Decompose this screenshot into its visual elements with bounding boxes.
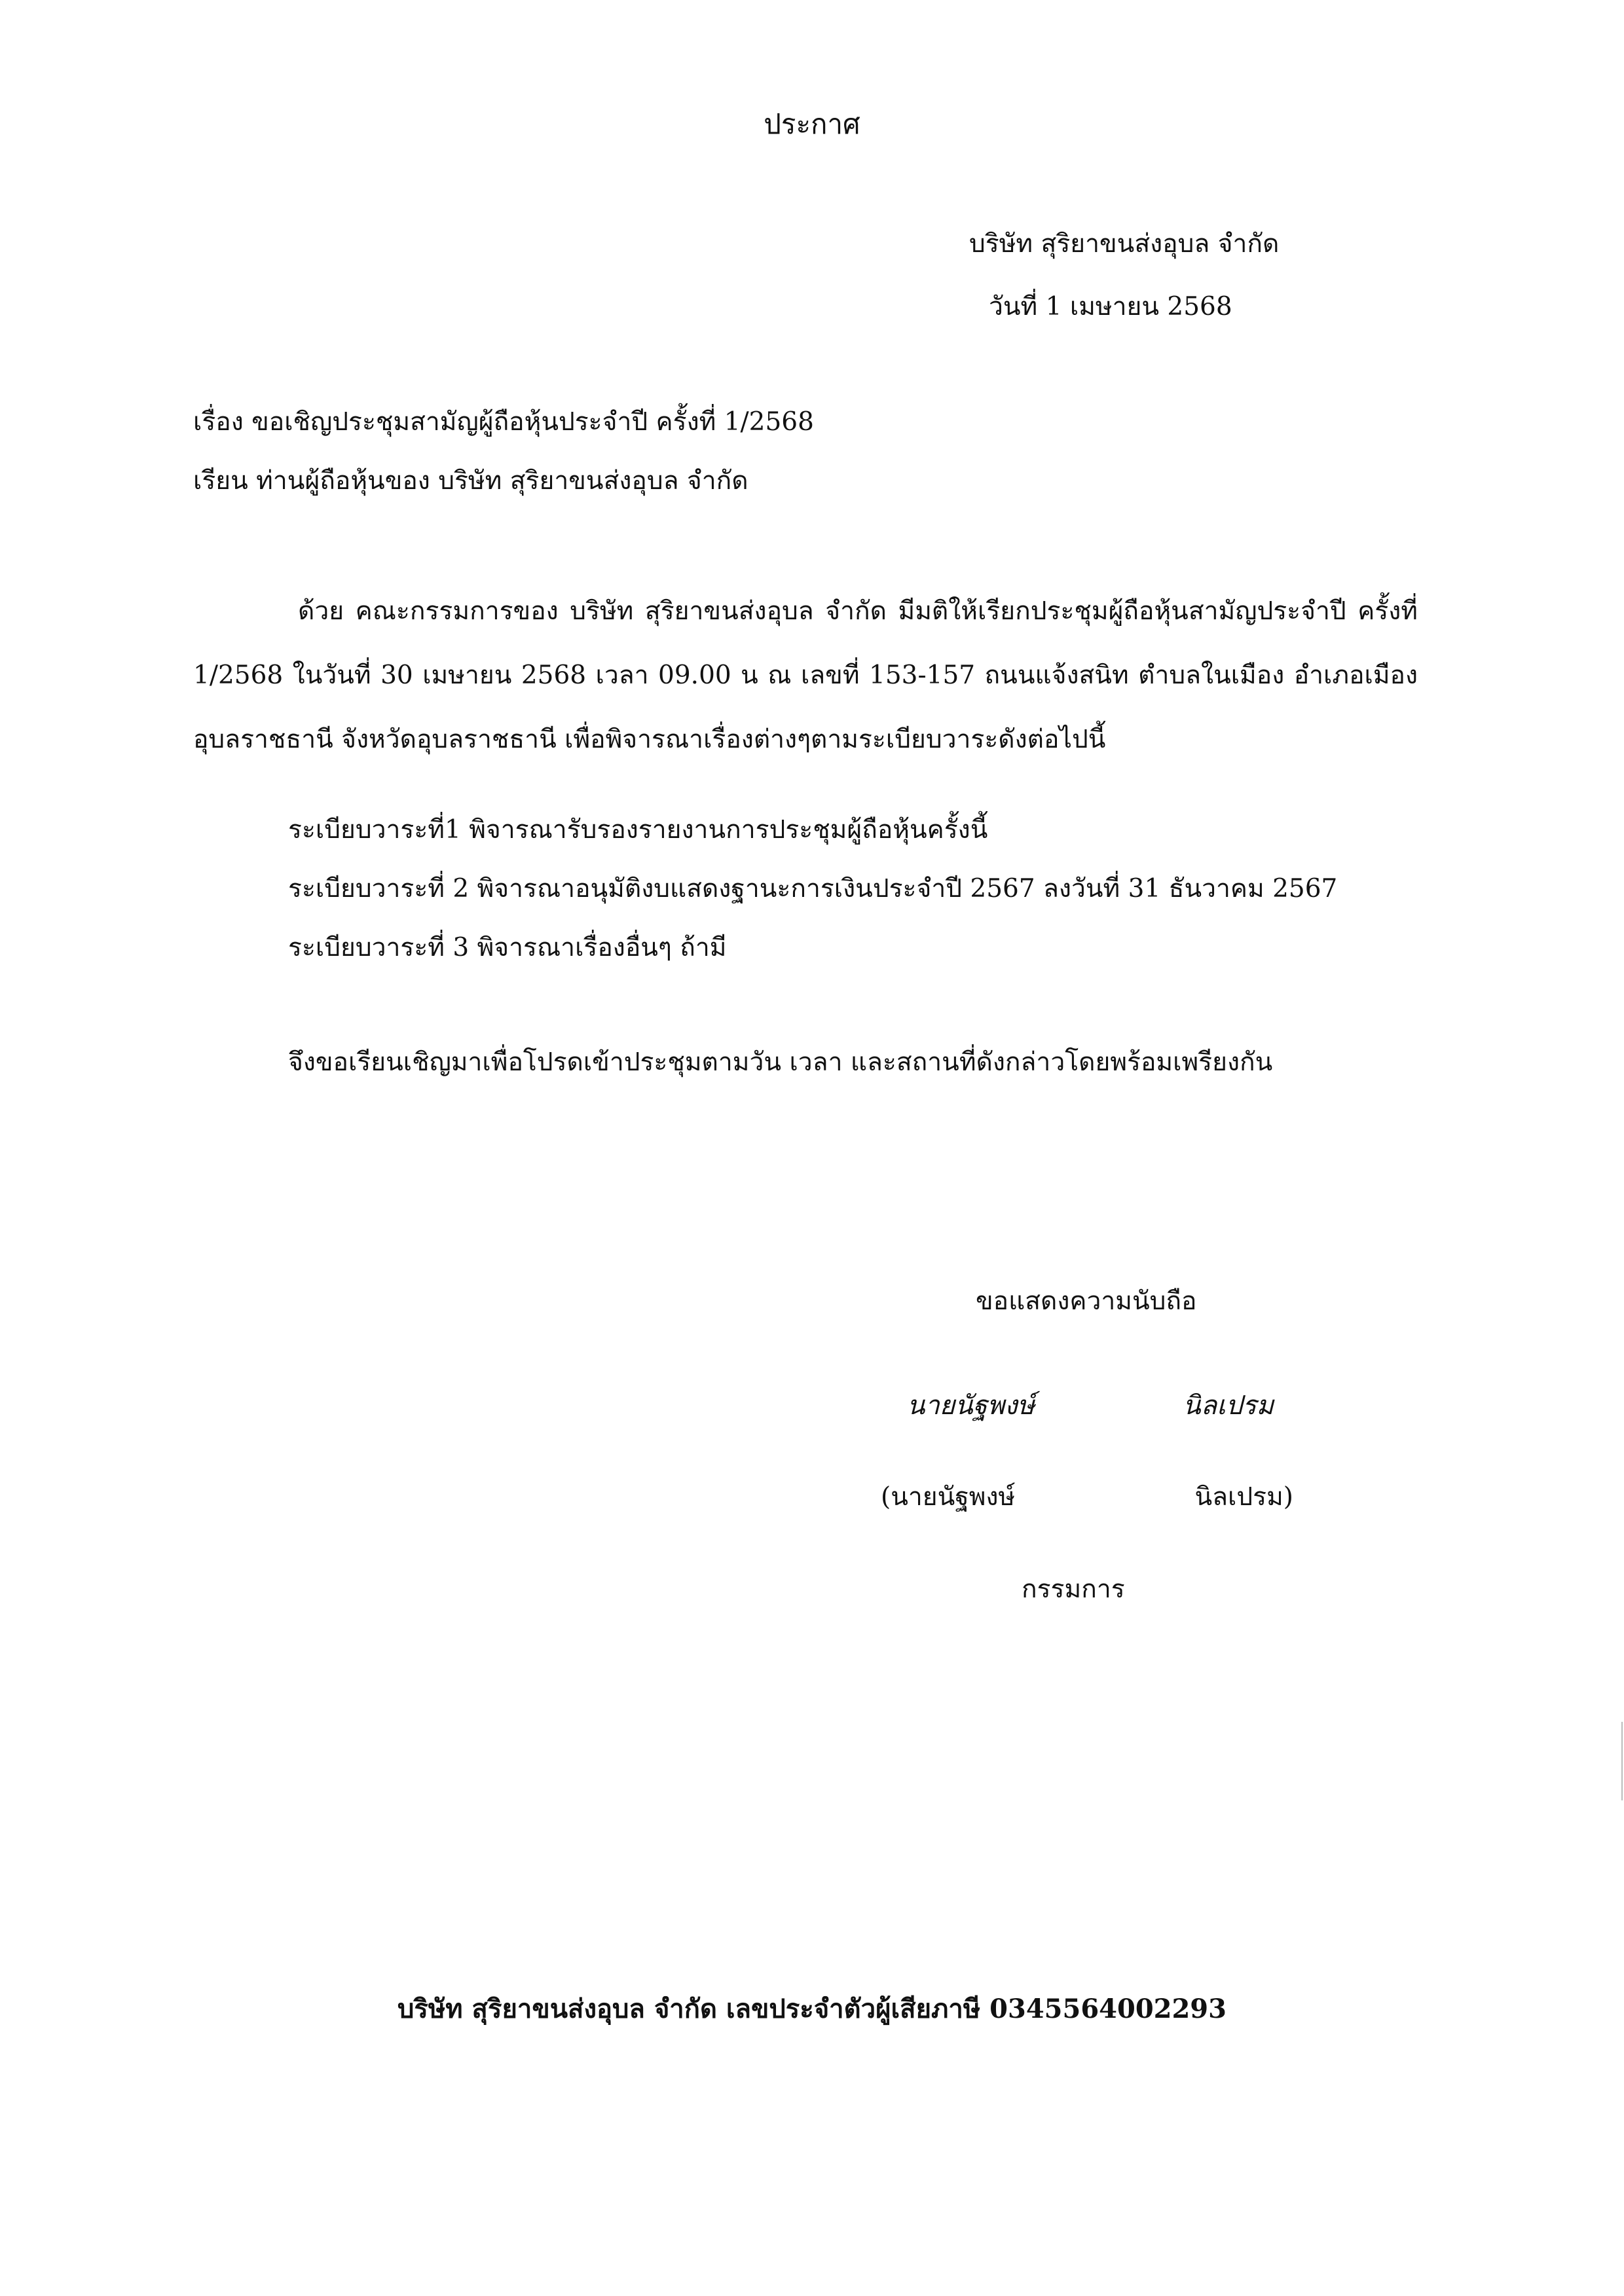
- document-title: ประกาศ: [764, 108, 860, 140]
- agenda-item-1: ระเบียบวาระที่1 พิจารณารับรองรายงานการประชุมผู้ถือหุ้นครั้งนี้: [288, 815, 988, 845]
- scan-edge-mark: [1621, 1722, 1623, 1800]
- agenda-item-2: ระเบียบวาระที่ 2 พิจารณาอนุมัติงบแสดงฐานะการเงินประจำปี 2567 ลงวันที่ 31 ธันวาคม 2567: [288, 874, 1338, 903]
- closing-sentence: จึงขอเรียนเชิญมาเพื่อโปรดเข้าประชุมตามวัน เวลา และสถานที่ดังกล่าวโดยพร้อมเพรียงกัน: [288, 1048, 1273, 1077]
- printed-last-name: นิลเปรม): [1194, 1482, 1293, 1512]
- document-date: วันที่ 1 เมษายน 2568: [989, 292, 1232, 321]
- body-paragraph: ด้วย คณะกรรมการของ บริษัท สุริยาขนส่งอุบล จำกัด มีมติให้เรียกประชุมผู้ถือหุ้นสามัญประจำปี ครั้งที่ 1/2568 ในวันที่ 30 เมษายน 2568 เวลา 09.00 น ณ เลขที่ 153-157 ถนนแจ้งสนิท ตำบลในเมือง อำเภอเมืองอุบลราชธานี จังหวัดอุบลราชธานี เพื่อพิจารณาเรื่องต่างๆตามระเบียบวาระดังต่อไปนี้: [193, 596, 1418, 754]
- agenda-item-3: ระเบียบวาระที่ 3 พิจารณาเรื่องอื่นๆ ถ้ามี: [288, 933, 727, 962]
- signature-first-name: นายนัฐพงษ์: [907, 1391, 1035, 1421]
- handwritten-signature: [907, 1381, 1274, 1429]
- subject-line: เรื่อง ขอเชิญประชุมสามัญผู้ถือหุ้นประจำปี ครั้งที่ 1/2568: [193, 407, 814, 437]
- printed-first-name: (นายนัฐพงษ์: [881, 1482, 1016, 1512]
- respect-closing: ขอแสดงความนับถือ: [976, 1286, 1197, 1316]
- footer-company-tax-id: บริษัท สุริยาขนส่งอุบล จำกัด เลขประจำตัวผู้เสียภาษี 0345564002293: [397, 1994, 1227, 2024]
- recipient-line: เรียน ท่านผู้ถือหุ้นของ บริษัท สุริยาขนส่งอุบล จำกัด: [193, 466, 748, 496]
- printed-signatory-name: [881, 1476, 1293, 1517]
- signatory-position: กรรมการ: [1022, 1575, 1125, 1604]
- company-name-header: บริษัท สุริยาขนส่งอุบล จำกัด: [969, 229, 1280, 259]
- signature-last-name: นิลเปรม: [1183, 1391, 1274, 1421]
